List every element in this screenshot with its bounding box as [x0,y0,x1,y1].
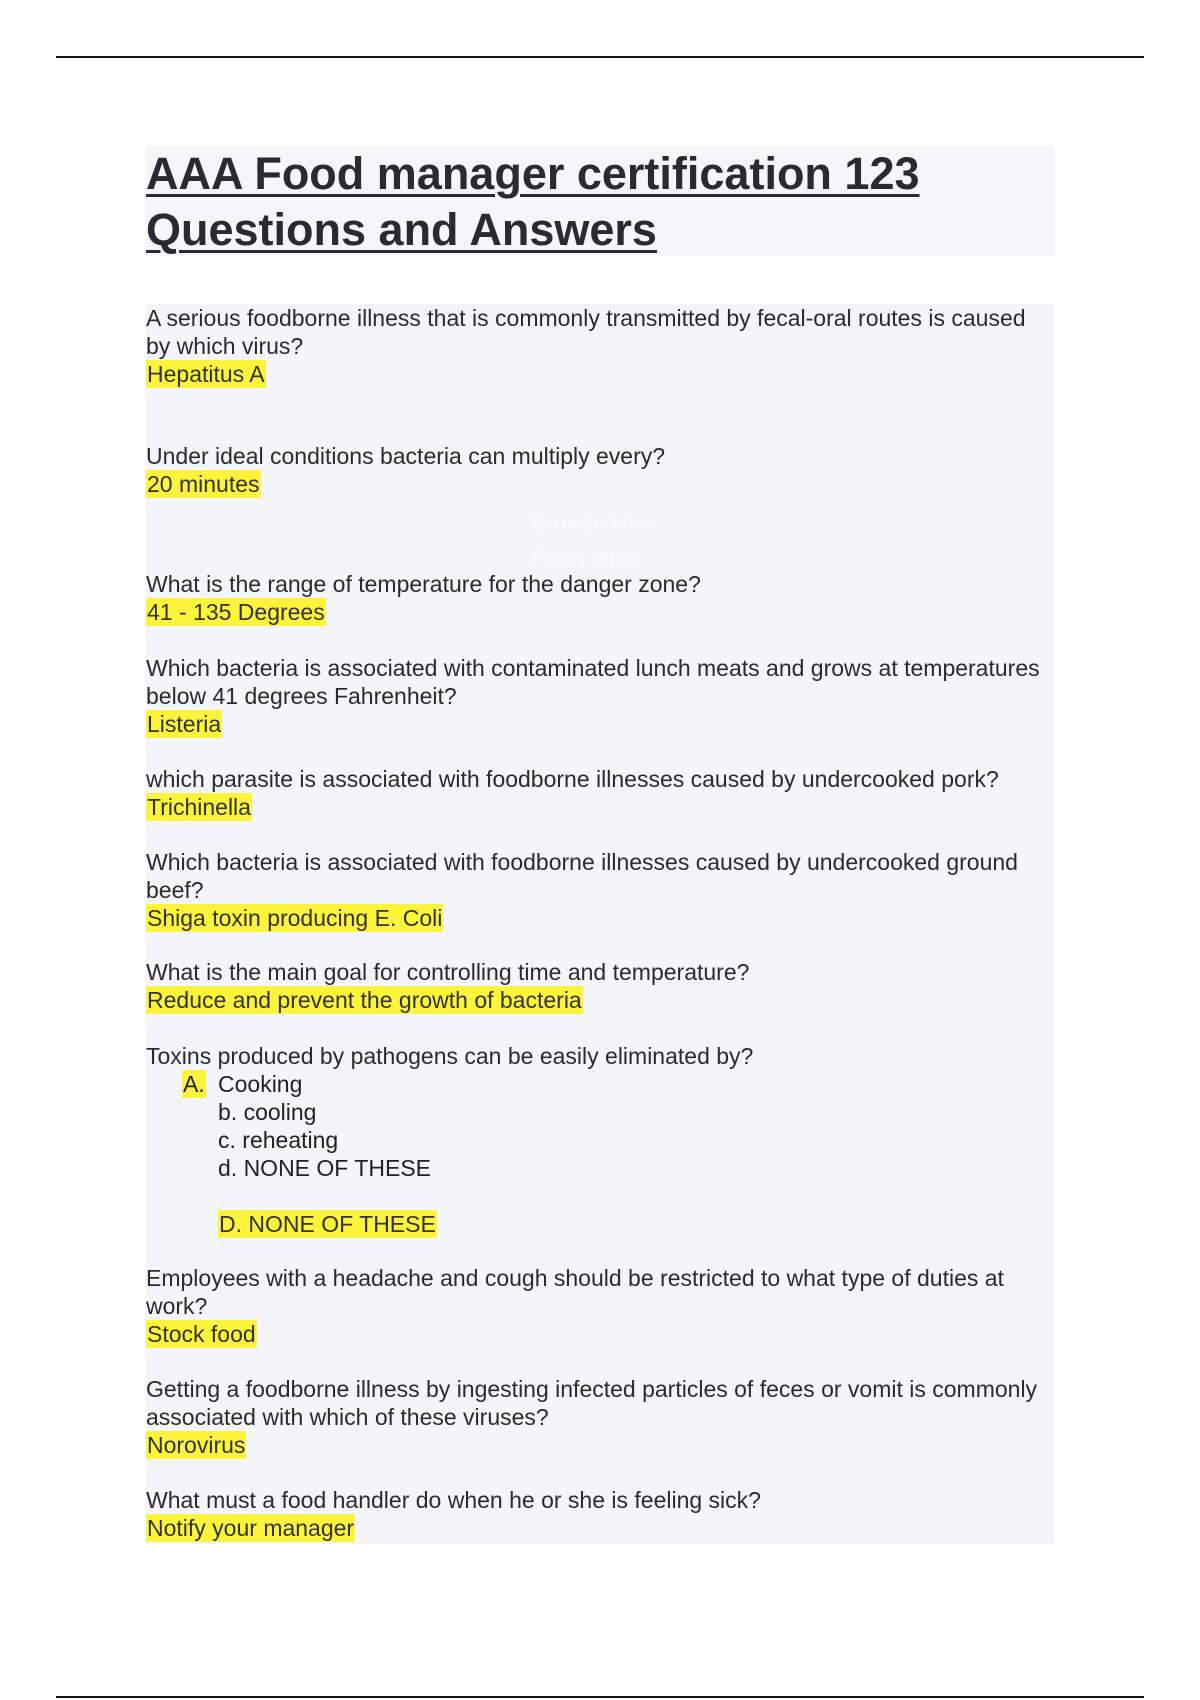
answer-highlight: Shiga toxin producing E. Coli [147,905,443,931]
answer-highlight: Notify your manager [147,1515,355,1541]
answer-highlight: 20 minutes [147,471,260,497]
question-text: which parasite is associated with foodborne illnesses caused by undercooked pork? [146,766,999,792]
question-text: What must a food handler do when he or she is feeling sick? [146,1487,761,1513]
watermark-line: Read More [532,546,641,571]
qa-item [146,654,1054,738]
question-text: What is the main goal for controlling time and temperature? [146,959,750,985]
watermark-line: Browse Now [532,510,656,535]
option-text: d. NONE OF THESE [218,1155,432,1181]
qa-content [146,304,1054,1544]
qa-item [146,304,1054,388]
option-text: b. cooling [218,1099,317,1125]
qa-item [146,442,1054,498]
question-text: Employees with a headache and cough should be restricted to what type of duties at work? [146,1265,1004,1319]
answer-highlight: Reduce and prevent the growth of bacteria [147,987,582,1013]
question-text: Toxins produced by pathogens can be easily eliminated by? [146,1043,754,1069]
question-text: What is the range of temperature for the danger zone? [146,571,701,597]
option-item [182,1098,882,1126]
options-list [182,1070,882,1182]
answer-highlight: Norovirus [147,1432,246,1458]
qa-item [146,570,1054,626]
qa-item [146,848,1054,932]
answer-highlight: 41 - 135 Degrees [147,599,325,625]
answer-highlight: Listeria [147,711,222,737]
option-item [182,1154,882,1182]
answer-highlight: D. NONE OF THESE [219,1211,436,1237]
qa-item [146,765,1054,821]
option-text: Cooking [218,1071,303,1097]
watermark [532,505,655,577]
qa-item-multiple-choice [146,1042,1054,1282]
question-text: A serious foodborne illness that is commonly transmitted by fecal-oral routes is caused by which virus? [146,305,1026,359]
answer-highlight: Hepatitus A [147,361,265,387]
option-text: c. reheating [218,1127,339,1153]
question-text: Which bacteria is associated with contaminated lunch meats and grows at temperatures below 41 degrees Fahrenheit? [146,655,1040,709]
page-title: AAA Food manager certification 123 Questions and Answers [146,148,920,255]
question-text: Getting a foodborne illness by ingesting infected particles of feces or vomit is commonly associated with which of these viruses? [146,1376,1038,1430]
question-text: Which bacteria is associated with foodborne illnesses caused by undercooked ground beef? [146,849,1018,903]
option-marker-highlight: A. [183,1071,205,1097]
question-text: Under ideal conditions bacteria can multiply every? [146,443,666,469]
bottom-rule [56,1696,1144,1698]
qa-item [146,958,1054,1014]
top-rule [56,56,1144,58]
option-item [182,1126,882,1154]
title-block [146,146,1054,256]
qa-item [146,1375,1054,1459]
answer-highlight: Stock food [147,1321,256,1347]
qa-item [146,1264,1054,1348]
answer-highlight: Trichinella [147,794,251,820]
qa-item [146,1486,1054,1542]
option-item [182,1070,882,1098]
